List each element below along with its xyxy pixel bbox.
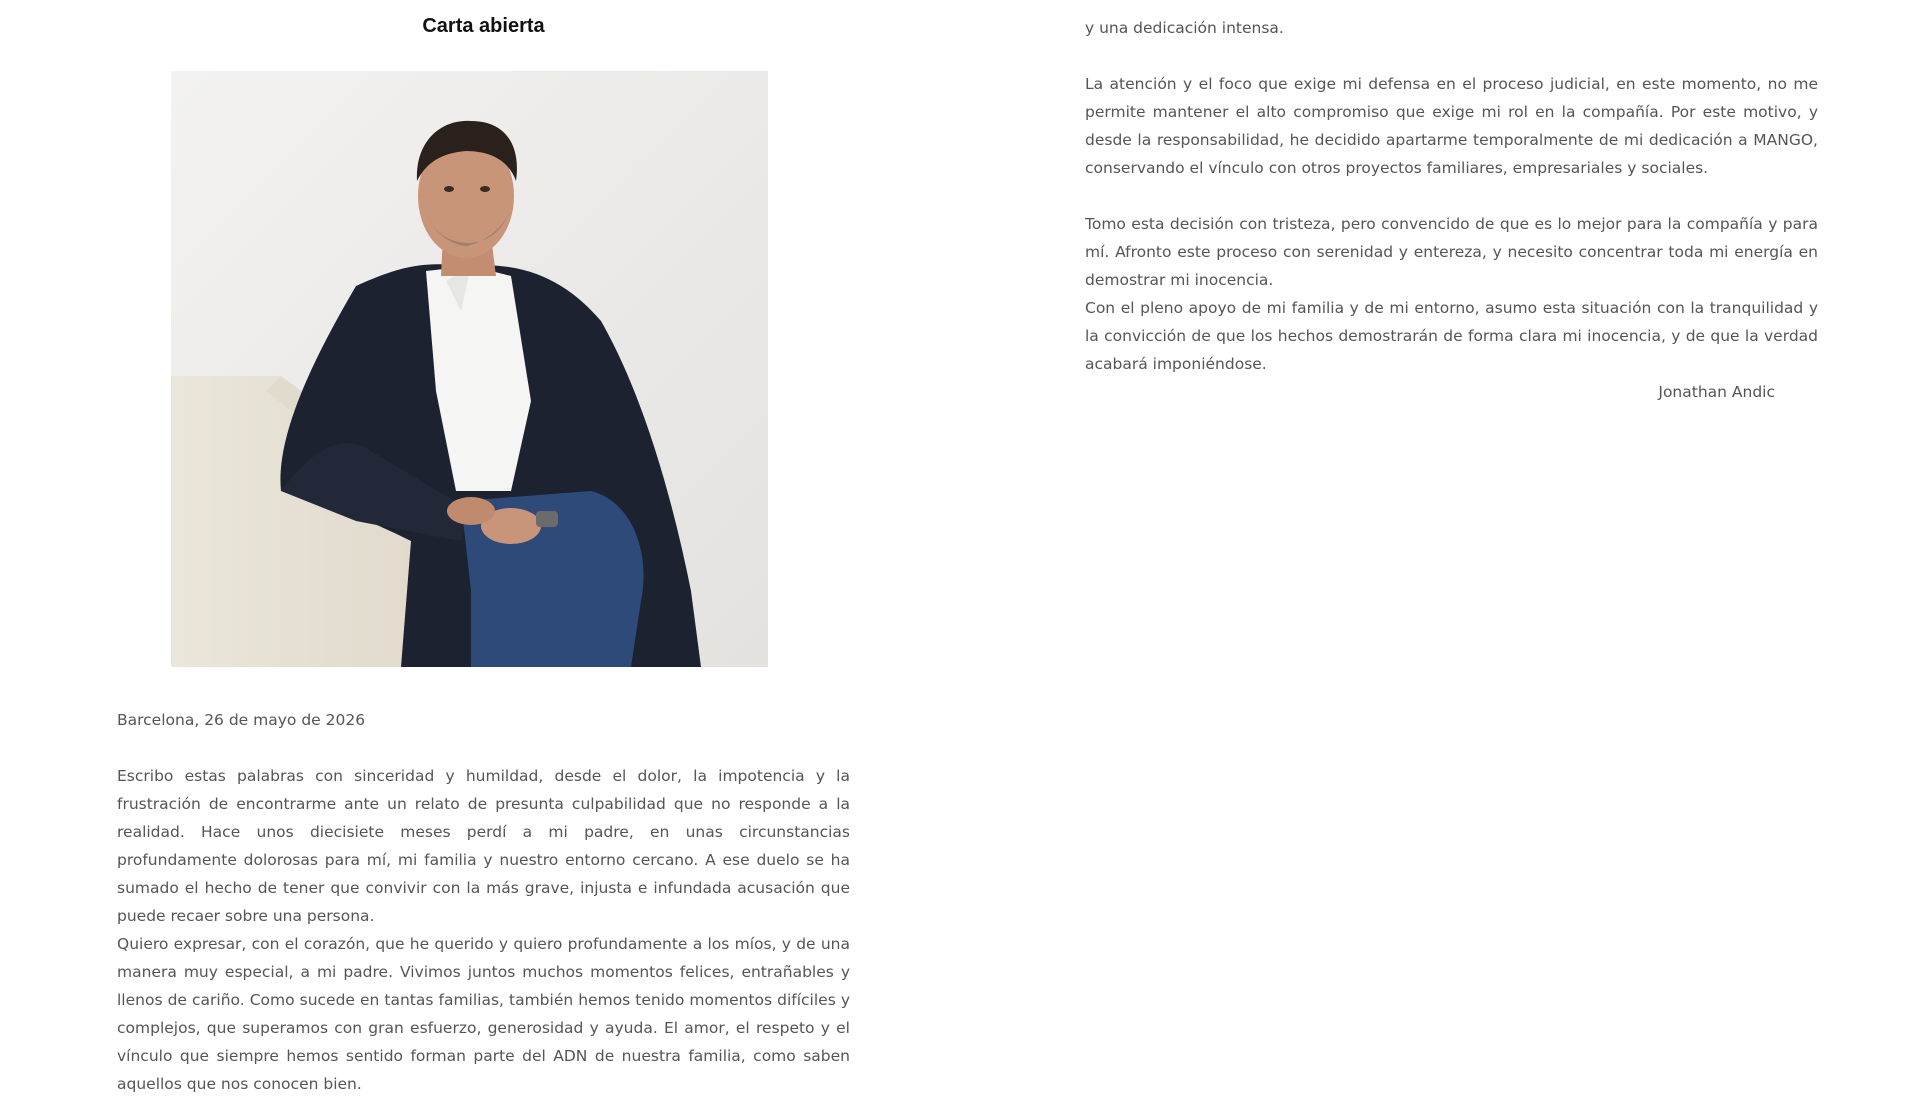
date-line: Barcelona, 26 de mayo de 2026 bbox=[117, 711, 366, 729]
signature: Jonathan Andic bbox=[1658, 383, 1775, 401]
left-paragraph-2: Quiero expresar, con el corazón, que he querido y quiero profundamente a los míos, y de una manera muy especial, a mi padre. Vivimos juntos muchos momentos felices, entrañables y llenos de cariño. Como sucede en tantas familias, también hemos tenido momentos difíciles y complejos, que superamos con gran esfuerzo, generosidad y ayuda. El amor, el respeto y el vínculo que siempre hemos sentido forman parte del ADN de nuestra familia, como saben aquellos que nos conocen bien. bbox=[117, 935, 850, 1093]
right-paragraph-1: y una dedicación intensa. bbox=[1085, 19, 1284, 37]
portrait-illustration bbox=[171, 71, 768, 667]
letter-title: Carta abierta bbox=[422, 15, 545, 37]
portrait-photo bbox=[171, 71, 768, 667]
right-paragraph-2: La atención y el foco que exige mi defensa en el proceso judicial, en este momento, no me permite mantener el alto compromiso que exige mi rol en la compañía. Por este motivo, y desde la responsabilidad, he decidido apartarme temporalmente de mi dedicación a MANGO, conservando el vínculo con otros proyectos familiares, empresariales y sociales. bbox=[1085, 75, 1818, 177]
right-paragraph-4: Con el pleno apoyo de mi familia y de mi entorno, asumo esta situación con la tranquilidad y la convicción de que los hechos demostrarán de forma clara mi inocencia, y de que la verdad acabará imponiéndose. bbox=[1085, 299, 1818, 373]
right-paragraph-3: Tomo esta decisión con tristeza, pero convencido de que es lo mejor para la compañía y para mí. Afronto este proceso con serenidad y entereza, y necesito concentrar toda mi energía en demostrar mi inocencia. bbox=[1085, 215, 1818, 289]
left-paragraph-1: Escribo estas palabras con sinceridad y humildad, desde el dolor, la impotencia y la frustración de encontrarme ante un relato de presunta culpabilidad que no responde a la realidad. Hace unos diecisiete meses perdí a mi padre, en unas circunstancias profundamente dolorosas para mí, mi familia y nuestro entorno cercano. A ese duelo se ha sumado el hecho de tener que convivir con la más grave, injusta e infundada acusación que puede recaer sobre una persona. bbox=[117, 767, 850, 925]
